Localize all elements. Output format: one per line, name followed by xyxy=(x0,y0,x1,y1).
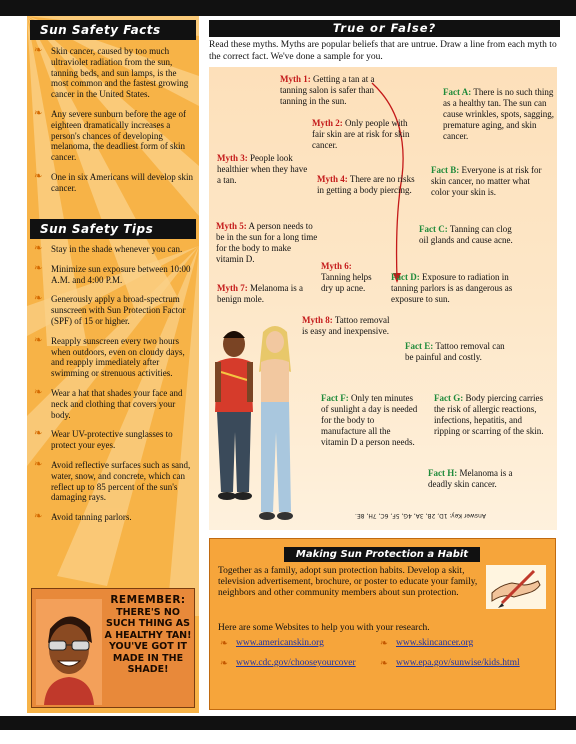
bullet-icon: ❧ xyxy=(34,334,43,346)
myth-4: Myth 4: There are no risks in getting a body piercing. xyxy=(317,174,415,195)
list-item: ❧ Stay in the shade whenever you can. xyxy=(34,243,183,254)
top-border xyxy=(0,0,576,16)
list-item: ❧ Reapply sunscreen every two hours when outdoors, even on cloudy days, and reapply immediately after swimming or strenuous activities. xyxy=(34,334,185,379)
fact-a: Fact A: There is no such thing as a healthy tan. The sun can cause wrinkles, spots, sagging, premature aging, and skin cancer. xyxy=(443,87,554,141)
fact-d: Fact D: Exposure to radiation in tanning parlors is as dangerous as exposure to sun. xyxy=(391,272,513,304)
true-false-panel xyxy=(209,67,557,530)
true-false-intro: Read these myths. Myths are popular beliefs that are untrue. Draw a line from each myth to the correct fact. We've done a sample for you. xyxy=(209,40,557,62)
bullet-icon: ❧ xyxy=(34,458,43,470)
list-item: ❧ Generously apply a broad-spectrum sunscreen with Sun Protection Factor (SPF) of 15 or higher. xyxy=(34,293,186,326)
sun-facts-heading: Sun Safety Facts xyxy=(30,20,196,40)
habit-heading: Making Sun Protection a Habit xyxy=(284,547,480,562)
teens-illustration xyxy=(209,322,314,530)
bullet-icon: ❧ xyxy=(34,170,43,182)
bullet-icon: ❧ xyxy=(34,262,43,274)
sun-tips-list xyxy=(31,244,195,532)
sun-tips-heading: Sun Safety Tips xyxy=(30,219,196,239)
cartoon-face-illustration xyxy=(36,599,102,705)
remember-title: REMEMBER: xyxy=(110,594,186,606)
list-item: ❧ Skin cancer, caused by too much ultraviolet radiation from the sun, tanning beds, and sun lamps, is the most common and the fastest growing cancer in the United States. xyxy=(34,45,189,100)
myth-8: Myth 8: Tattoo removal is easy and inexpensive. xyxy=(302,315,390,336)
remember-message: THERE'S NO SUCH THING AS A HEALTHY TAN! YOU'VE GOT IT MADE IN THE SHADE! xyxy=(104,606,192,675)
bullet-icon: ❧ xyxy=(380,659,388,669)
bullet-icon: ❧ xyxy=(34,511,43,523)
bullet-icon: ❧ xyxy=(380,639,388,649)
writing-hand-icon xyxy=(484,563,548,611)
habit-box xyxy=(209,538,556,710)
myth-5: Myth 5: A person needs to be in the sun for a long time for the body to make vitamin D. xyxy=(216,221,318,264)
bullet-icon: ❧ xyxy=(34,45,43,56)
left-column xyxy=(27,16,199,713)
fact-g: Fact G: Body piercing carries the risk of allergic reactions, infections, hepatitis, and ripping or scarring of the skin. xyxy=(434,393,544,436)
list-item: ❧ Avoid tanning parlors. xyxy=(34,511,132,523)
fact-c: Fact C: Tanning can clog oil glands and cause acne. xyxy=(419,224,513,245)
myth-3: Myth 3: People look healthier when they have a tan. xyxy=(217,153,308,185)
fact-b: Fact B: Everyone is at risk for skin cancer, no matter what color your skin is. xyxy=(431,165,542,197)
bullet-icon: ❧ xyxy=(34,107,43,119)
list-item: ❧ Any severe sunburn before the age of eighteen dramatically increases a person's chances of developing melanoma, the deadliest form of skin cancer. xyxy=(34,107,186,163)
bullet-icon: ❧ xyxy=(220,659,228,669)
bullet-icon: ❧ xyxy=(34,386,43,398)
fact-h: Fact H: Melanoma is a deadly skin cancer. xyxy=(428,468,513,489)
link-americanskin[interactable]: ❧ www.americanskin.org xyxy=(220,638,324,649)
link-skincancer[interactable]: ❧ www.skincancer.org xyxy=(380,638,474,649)
fact-e: Fact E: Tattoo removal can be painful and costly. xyxy=(405,341,505,362)
remember-text-block xyxy=(104,595,192,676)
myth-6: Myth 6: Tanning helps dry up acne. xyxy=(321,261,372,293)
remember-callout xyxy=(31,588,195,708)
bullet-icon: ❧ xyxy=(34,293,43,305)
answer-key-upside-down: Answer Key: 1D, 2B, 3A, 4G, 5F, 6C, 7H, 8E. xyxy=(355,512,486,519)
myth-2: Myth 2: Only people with fair skin are at risk for skin cancer. xyxy=(312,118,410,150)
list-item: ❧ One in six Americans will develop skin cancer. xyxy=(34,170,193,193)
myth-1: Myth 1: Getting a tan at a tanning salon is safer than tanning in the sun. xyxy=(280,74,375,106)
websites-intro: Here are some Websites to help you with your research. xyxy=(218,623,430,633)
bullet-icon: ❧ xyxy=(34,243,43,254)
bullet-icon: ❧ xyxy=(34,428,43,440)
list-item: ❧ Wear a hat that shades your face and neck and clothing that covers your body. xyxy=(34,386,183,420)
true-false-heading: True or False? xyxy=(209,20,560,37)
bottom-border xyxy=(0,716,576,730)
list-item: ❧ Minimize sun exposure between 10:00 A.M. and 4:00 P.M. xyxy=(34,262,191,285)
sun-facts-list xyxy=(31,46,195,203)
list-item: ❧ Avoid reflective surfaces such as sand, water, snow, and concrete, which can reflect up to 85 percent of the sun's damaging rays. xyxy=(34,458,191,503)
myth-7: Myth 7: Melanoma is a benign mole. xyxy=(217,283,303,304)
bullet-icon: ❧ xyxy=(220,639,228,649)
habit-body-text: Together as a family, adopt sun protection habits. Develop a skit, television advertisement, brochure, or poster to educate your family, neighbors and other community members about sun protection. xyxy=(218,566,478,598)
list-item: ❧ Wear UV-protective sunglasses to protect your eyes. xyxy=(34,428,173,451)
link-cdc[interactable]: ❧ www.cdc.gov/chooseyourcover xyxy=(220,658,356,669)
link-epa[interactable]: ❧ www.epa.gov/sunwise/kids.html xyxy=(380,658,520,669)
fact-f: Fact F: Only ten minutes of sunlight a day is needed for the body to manufacture all the vitamin D a person needs. xyxy=(321,393,418,447)
